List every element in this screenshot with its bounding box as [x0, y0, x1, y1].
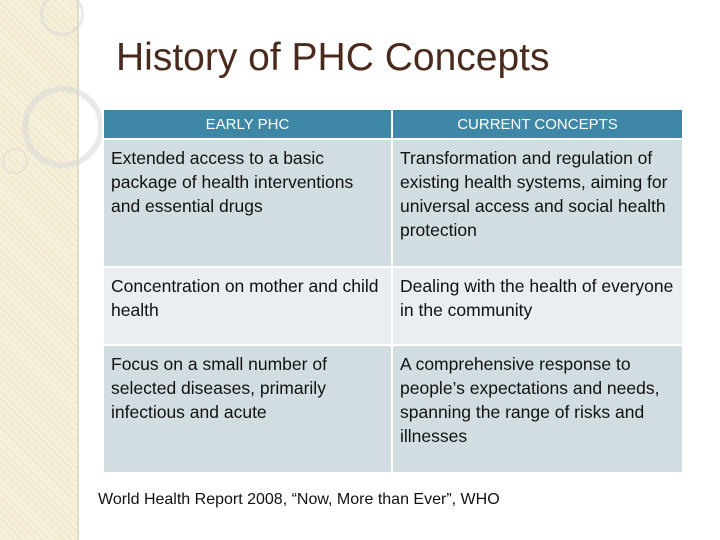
table-row	[103, 267, 683, 345]
table-cell-current: Dealing with the health of everyone in the community	[392, 267, 683, 345]
header-current-concepts: CURRENT CONCEPTS	[392, 109, 683, 139]
table-row	[103, 139, 683, 267]
table-row	[103, 345, 683, 473]
table-cell-early: Extended access to a basic package of health interventions and essential drugs	[103, 139, 392, 267]
slide-title: History of PHC Concepts	[116, 36, 550, 79]
table-cell-early: Focus on a small number of selected diseases, primarily infectious and acute	[103, 345, 392, 473]
decorative-side-panel	[0, 0, 78, 540]
table-cell-current: A comprehensive response to people’s expectations and needs, spanning the range of risks and illnesses	[392, 345, 683, 473]
decorative-circle-small	[2, 148, 28, 174]
side-panel-edge	[77, 0, 79, 540]
table-cell-early: Concentration on mother and child health	[103, 267, 392, 345]
table-header-row	[103, 109, 683, 139]
table-cell-current: Transformation and regulation of existing health systems, aiming for universal access and social health protection	[392, 139, 683, 267]
comparison-table	[102, 108, 684, 474]
source-citation: World Health Report 2008, “Now, More than Ever”, WHO	[98, 491, 500, 508]
header-early-phc: EARLY PHC	[103, 109, 392, 139]
decorative-circle-large	[22, 86, 104, 168]
